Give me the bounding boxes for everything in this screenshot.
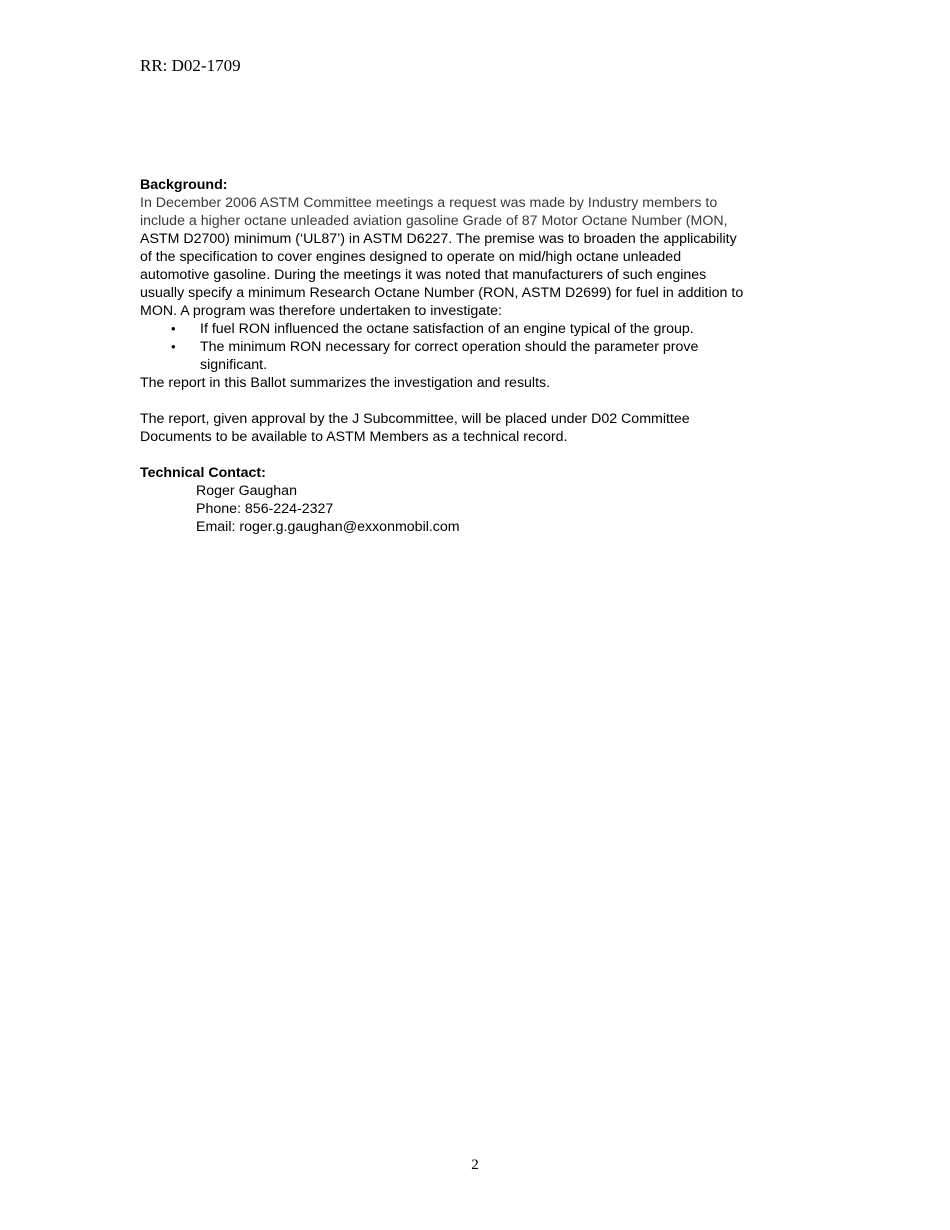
contact-email: Email: roger.g.gaughan@exxonmobil.com [196, 519, 460, 535]
bullet-text: If fuel RON influenced the octane satisfaction of an engine typical of the group. [200, 321, 694, 337]
bullet-icon: • [171, 339, 176, 354]
document-reference-header: RR: D02-1709 [140, 56, 241, 75]
investigation-bullet-list [140, 320, 820, 374]
document-body [140, 176, 820, 536]
intro-line: usually specify a minimum Research Octane Number (RON, ASTM D2699) for fuel in addition to [140, 285, 744, 301]
intro-line: ASTM D2700) minimum (‘UL87’) in ASTM D6227. The premise was to broaden the applicability [140, 231, 737, 247]
intro-line: MON. A program was therefore undertaken to investigate: [140, 303, 502, 319]
paragraph-spacer [140, 446, 820, 464]
intro-line: automotive gasoline. During the meetings it was noted that manufacturers of such engines [140, 267, 707, 283]
list-item [140, 338, 820, 374]
bullet-text: The minimum RON necessary for correct operation should the parameter prove [200, 339, 699, 355]
background-intro-paragraph [140, 194, 820, 320]
intro-line: include a higher octane unleaded aviation gasoline Grade of 87 Motor Octane Number (MON, [140, 213, 728, 229]
bullet-icon: • [171, 321, 176, 336]
contact-phone: Phone: 856-224-2327 [196, 501, 334, 517]
intro-line: of the specification to cover engines designed to operate on mid/high octane unleaded [140, 249, 682, 265]
intro-line: In December 2006 ASTM Committee meetings a request was made by Industry members to [140, 195, 718, 211]
contact-name: Roger Gaughan [196, 483, 297, 499]
technical-contact-block [140, 482, 820, 536]
background-heading: Background: [140, 177, 228, 193]
bullet-text: significant. [200, 357, 268, 373]
technical-contact-heading: Technical Contact: [140, 465, 266, 481]
approval-paragraph [140, 410, 820, 446]
paragraph-spacer [140, 392, 820, 410]
summary-sentence: The report in this Ballot summarizes the investigation and results. [140, 375, 551, 391]
approval-line: Documents to be available to ASTM Members as a technical record. [140, 429, 568, 445]
page-number: 2 [471, 1157, 479, 1173]
list-item [140, 320, 820, 338]
approval-line: The report, given approval by the J Subcommittee, will be placed under D02 Committee [140, 411, 690, 427]
